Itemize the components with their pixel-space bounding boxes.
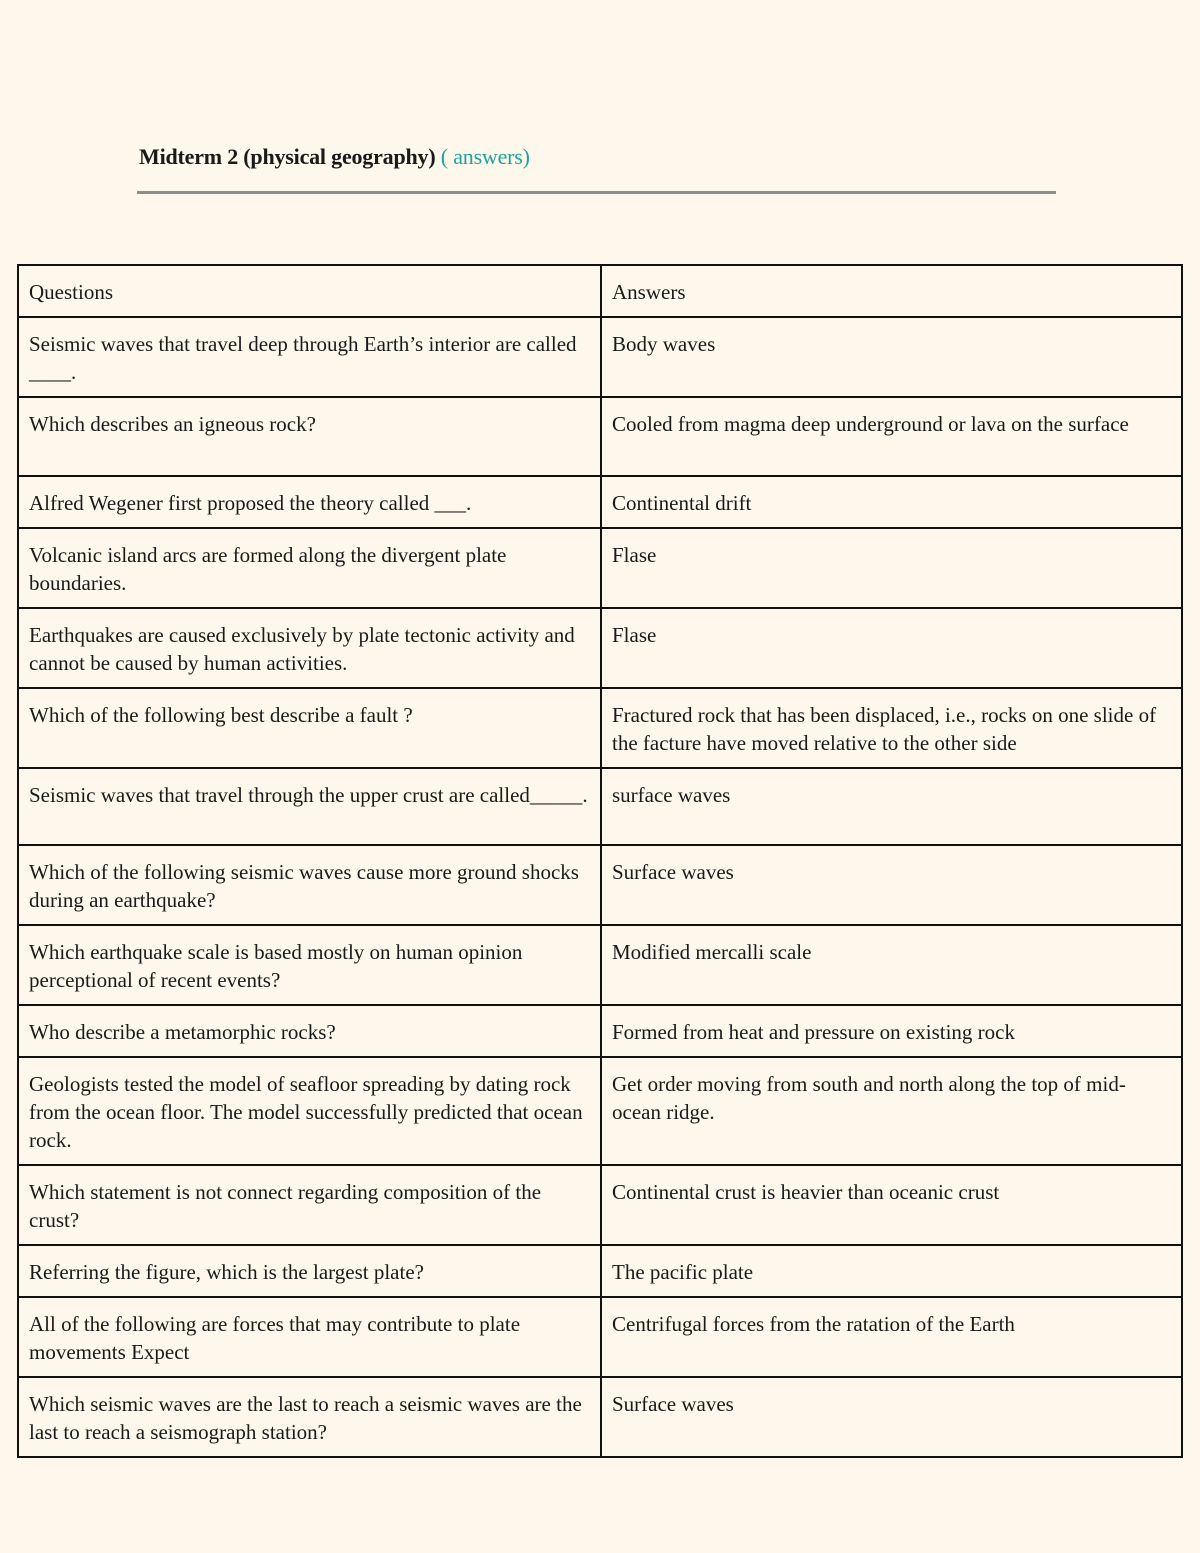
question-cell: Seismic waves that travel through the upper crust are called_____. (18, 768, 601, 845)
table-row (18, 476, 1182, 528)
header-questions: Questions (18, 265, 601, 317)
table-row (18, 1165, 1182, 1245)
table-row (18, 317, 1182, 397)
answer-cell: Continental drift (601, 476, 1182, 528)
question-cell: All of the following are forces that may contribute to plate movements Expect (18, 1297, 601, 1377)
answer-cell: Body waves (601, 317, 1182, 397)
answer-cell: The pacific plate (601, 1245, 1182, 1297)
answer-cell: Formed from heat and pressure on existing rock (601, 1005, 1182, 1057)
table-row (18, 1057, 1182, 1165)
question-cell: Volcanic island arcs are formed along the divergent plate boundaries. (18, 528, 601, 608)
answer-cell: Continental crust is heavier than oceanic crust (601, 1165, 1182, 1245)
question-cell: Which of the following best describe a fault ? (18, 688, 601, 768)
question-cell: Earthquakes are caused exclusively by plate tectonic activity and cannot be caused by human activities. (18, 608, 601, 688)
question-cell: Geologists tested the model of seafloor spreading by dating rock from the ocean floor. The model successfully predicted that ocean rock. (18, 1057, 601, 1165)
title-divider (137, 191, 1056, 194)
table-row (18, 1377, 1182, 1457)
question-cell: Referring the figure, which is the largest plate? (18, 1245, 601, 1297)
table-row (18, 1297, 1182, 1377)
table-row (18, 1245, 1182, 1297)
answer-cell: Flase (601, 528, 1182, 608)
table-row (18, 397, 1182, 476)
document-title (139, 144, 530, 170)
question-cell: Alfred Wegener first proposed the theory called ___. (18, 476, 601, 528)
answer-cell: Modified mercalli scale (601, 925, 1182, 1005)
table-row (18, 925, 1182, 1005)
table-row (18, 688, 1182, 768)
answer-cell: Surface waves (601, 845, 1182, 925)
table-row (18, 845, 1182, 925)
table-header-row (18, 265, 1182, 317)
answers-tag: ( answers) (440, 144, 530, 169)
question-cell: Which seismic waves are the last to reach a seismic waves are the last to reach a seismograph station? (18, 1377, 601, 1457)
qa-table (17, 264, 1183, 1458)
question-cell: Which describes an igneous rock? (18, 397, 601, 476)
answer-cell: Fractured rock that has been displaced, i.e., rocks on one slide of the facture have moved relative to the other side (601, 688, 1182, 768)
question-cell: Which statement is not connect regarding composition of the crust? (18, 1165, 601, 1245)
question-cell: Which of the following seismic waves cause more ground shocks during an earthquake? (18, 845, 601, 925)
table-row (18, 608, 1182, 688)
answer-cell: Cooled from magma deep underground or lava on the surface (601, 397, 1182, 476)
table-row (18, 528, 1182, 608)
answer-cell: Centrifugal forces from the ratation of the Earth (601, 1297, 1182, 1377)
table-row (18, 1005, 1182, 1057)
question-cell: Which earthquake scale is based mostly on human opinion perceptional of recent events? (18, 925, 601, 1005)
table-row (18, 768, 1182, 845)
question-cell: Who describe a metamorphic rocks? (18, 1005, 601, 1057)
answer-cell: Flase (601, 608, 1182, 688)
answer-cell: Get order moving from south and north along the top of mid-ocean ridge. (601, 1057, 1182, 1165)
title-text: Midterm 2 (physical geography) (139, 144, 436, 169)
answer-cell: Surface waves (601, 1377, 1182, 1457)
answer-cell: surface waves (601, 768, 1182, 845)
question-cell: Seismic waves that travel deep through Earth’s interior are called ____. (18, 317, 601, 397)
header-answers: Answers (601, 265, 1182, 317)
